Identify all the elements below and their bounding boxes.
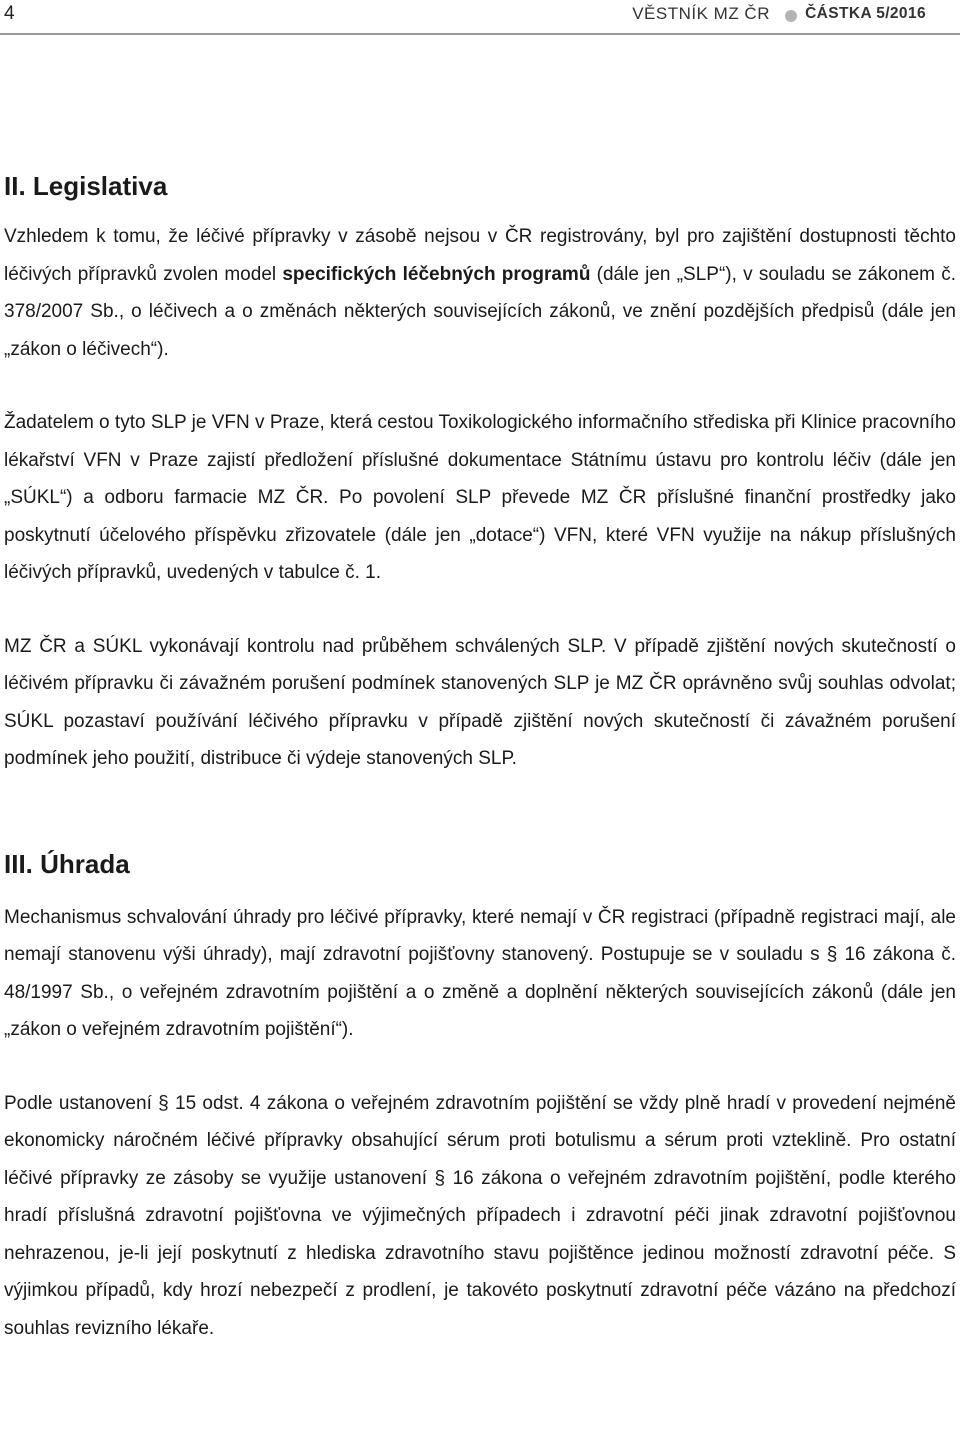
page-number: 4 [4,3,15,24]
section-heading-legislativa: II. Legislativa [4,171,168,201]
section-heading-uhrada: III. Úhrada [4,848,130,879]
paragraph-control: MZ ČR a SÚKL vykonávají kontrolu nad průběhem schválených SLP. V případě zjištění nových skutečností o léčivém přípravku či závažném porušení podmínek stanovených SLP je MZ ČR oprávněno svůj souhlas odvolat; SÚKL pozastaví používání léčivého přípravku v případě zjištění nových skutečností či závažném porušení podmínek jeho použití, distribuce či výdeje stanovených SLP. [4,635,956,769]
bold-term-slp: specifických léčebných programů [282,263,591,285]
page-header [0,0,960,34]
paragraph-reimbursement: Mechanismus schvalování úhrady pro léčivé přípravky, které nemají v ČR registraci (případně registraci mají, ale nemají stanovenu výši úhrady), mají zdravotní pojišťovny stanovený. Postupuje se v souladu s § 16 zákona č. 48/1997 Sb., o veřejném zdravotním pojištění a o změně a doplnění některých souvisejících zákonů (dále jen „zákon o veřejném zdravotním pojištění“). [4,906,956,1040]
issue-label: ČÁSTKA 5/2016 [805,5,926,22]
text-run: (dále jen „SLP“), v souladu se zákonem č. 378/2007 Sb., o léčivech a o změnách některých souvisejících zákonů, ve znění pozdějších předpisů (dále jen „zákon o léčivech“). [4,263,956,360]
document-body [4,168,956,1383]
header-divider [0,33,960,35]
bullet-dot-icon [785,10,797,22]
paragraph-slp-model [4,218,956,368]
text-run: Vzhledem k tomu, že léčivé přípravky v zásobě nejsou v ČR registrovány, byl pro zajištění dostupnosti těchto léčivých přípravků zvolen model [4,226,956,285]
paragraph-coverage: Podle ustanovení § 15 odst. 4 zákona o veřejném zdravotním pojištění se vždy plně hradí v provedení nejméně ekonomicky náročném léčivé přípravky obsahující sérum proti botulismu a sérum proti vzteklině. Pro ostatní léčivé přípravky ze zásoby se využije ustanovení § 16 zákona o veřejném zdravotním pojištění, podle kterého hradí příslušná zdravotní pojišťovna ve výjimečných případech i zdravotní péči jinak zdravotní pojišťovnou nehrazenou, je-li její poskytnutí z hlediska zdravotního stavu pojištěnce jedinou možností zdravotní péče. S výjimkou případů, kdy hrozí nebezpečí z prodlení, je takovéto poskytnutí zdravotní péče vázáno na předchozí souhlas revizního lékaře. [4,1092,956,1339]
paragraph-applicant: Žadatelem o tyto SLP je VFN v Praze, která cestou Toxikologického informačního střediska při Klinice pracovního lékařství VFN v Praze zajistí předložení příslušné dokumentace Státnímu ústavu pro kontrolu léčiv (dále jen „SÚKL“) a odboru farmacie MZ ČR. Po povolení SLP převede MZ ČR příslušné finanční prostředky jako poskytnutí účelového příspěvku zřizovatele (dále jen „dotace“) VFN, které VFN využije na nákup příslušných léčivých přípravků, uvedených v tabulce č. 1. [4,412,956,583]
journal-title: VĚSTNÍK MZ ČR [632,4,770,23]
